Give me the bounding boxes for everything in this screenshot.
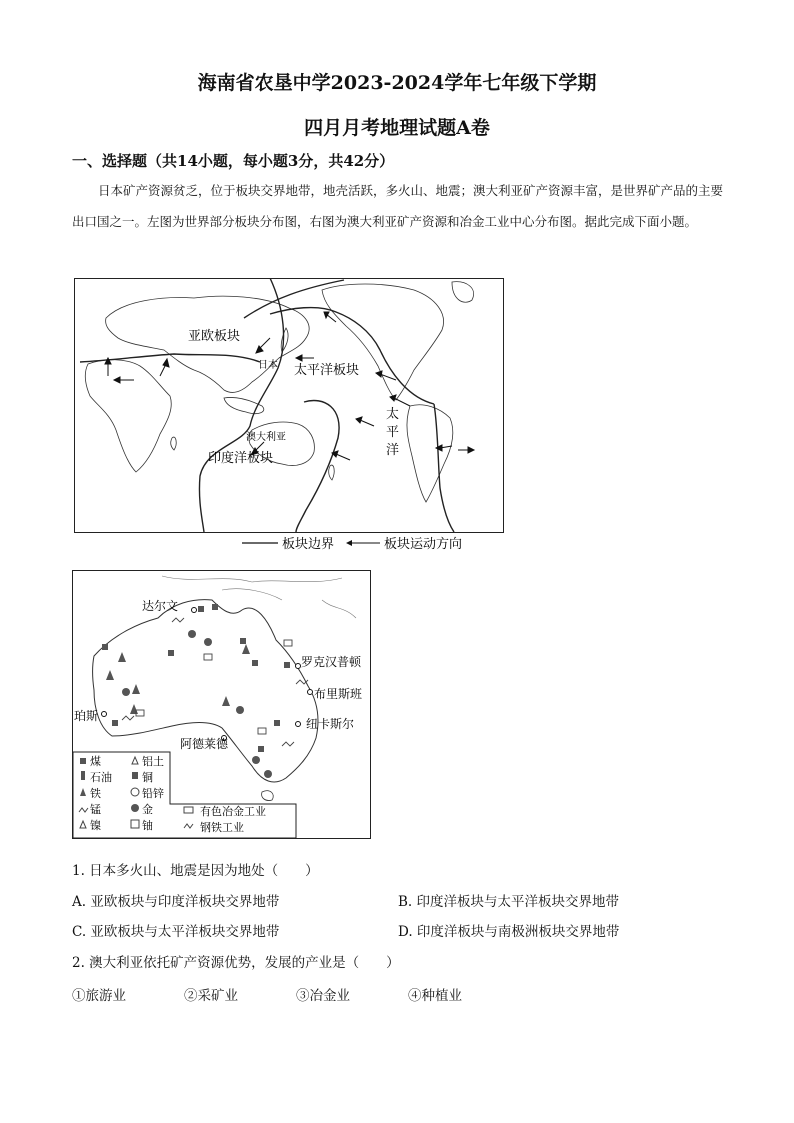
section-heading: 一、选择题（共14小题，每小题3分，共42分） [72, 152, 395, 170]
world-plate-map [74, 278, 504, 534]
label-japan: 日本 [258, 360, 278, 371]
legend-copper: 铜 [142, 771, 153, 784]
q2-stem: 2. 澳大利亚依托矿产资源优势，发展的产业是（ ） [72, 955, 400, 971]
legend-bauxite: 铝土 [142, 755, 164, 768]
label-eurasian-plate: 亚欧板块 [188, 329, 241, 344]
legend-nickel: 镍 [90, 819, 101, 832]
legend-uranium: 铀 [142, 819, 153, 832]
city-newcastle: 纽卡斯尔 [306, 717, 355, 731]
australia-resource-map [72, 570, 372, 840]
label-pacific-ocean-1: 太 [386, 407, 400, 422]
legend-nonferrous: 有色冶金工业 [200, 805, 266, 818]
legend-direction: 板块运动方向 [384, 537, 463, 552]
label-australia: 澳大利亚 [246, 432, 286, 443]
page-title: 海南省农垦中学2023-2024学年七年级下学期 [197, 72, 597, 94]
label-pacific-ocean-2: 平 [386, 425, 400, 440]
q1-option-b[interactable]: B. 印度洋板块与太平洋板块交界地带 [398, 894, 620, 910]
city-brisbane: 布里斯班 [314, 687, 363, 701]
city-perth: 珀斯 [74, 709, 99, 723]
plate-map-legend [236, 534, 486, 556]
q2-option-4[interactable]: ④种植业 [408, 988, 462, 1004]
legend-gold: 金 [142, 803, 153, 816]
label-pacific-ocean-3: 洋 [386, 443, 400, 458]
label-indian-plate: 印度洋板块 [208, 451, 274, 466]
q1-option-d[interactable]: D. 印度洋板块与南极洲板块交界地带 [398, 924, 620, 940]
city-darwin: 达尔文 [142, 599, 179, 613]
q1-option-c[interactable]: C. 亚欧板块与太平洋板块交界地带 [72, 924, 280, 940]
page-subtitle: 四月月考地理试题A卷 [304, 117, 490, 139]
q2-option-1[interactable]: ①旅游业 [72, 988, 126, 1004]
label-pacific-plate: 太平洋板块 [294, 363, 360, 378]
legend-coal: 煤 [90, 755, 101, 768]
q2-option-2[interactable]: ②采矿业 [184, 988, 238, 1004]
q1-stem: 1. 日本多火山、地震是因为地处（ ） [72, 863, 319, 879]
legend-steel: 钢铁工业 [200, 821, 244, 834]
city-adelaide: 阿德莱德 [180, 737, 229, 751]
legend-oil: 石油 [90, 771, 112, 784]
legend-leadzinc: 铅锌 [142, 787, 164, 800]
city-rockhampton: 罗克汉普顿 [301, 655, 362, 669]
q1-option-a[interactable]: A. 亚欧板块与印度洋板块交界地带 [72, 894, 280, 910]
legend-iron: 铁 [90, 787, 101, 800]
q2-option-3[interactable]: ③冶金业 [296, 988, 350, 1004]
legend-manganese: 锰 [90, 803, 101, 816]
intro-paragraph: 日本矿产资源贫乏，位于板块交界地带，地壳活跃，多火山、地震；澳大利亚矿产资源丰富，是世界矿产品的主要出口国之一。左图为世界部分板块分布图，右图为澳大利亚矿产资源和冶金工业中心分布图。据此完成下面小题。 [72, 183, 724, 229]
legend-boundary: 板块边界 [282, 537, 335, 552]
